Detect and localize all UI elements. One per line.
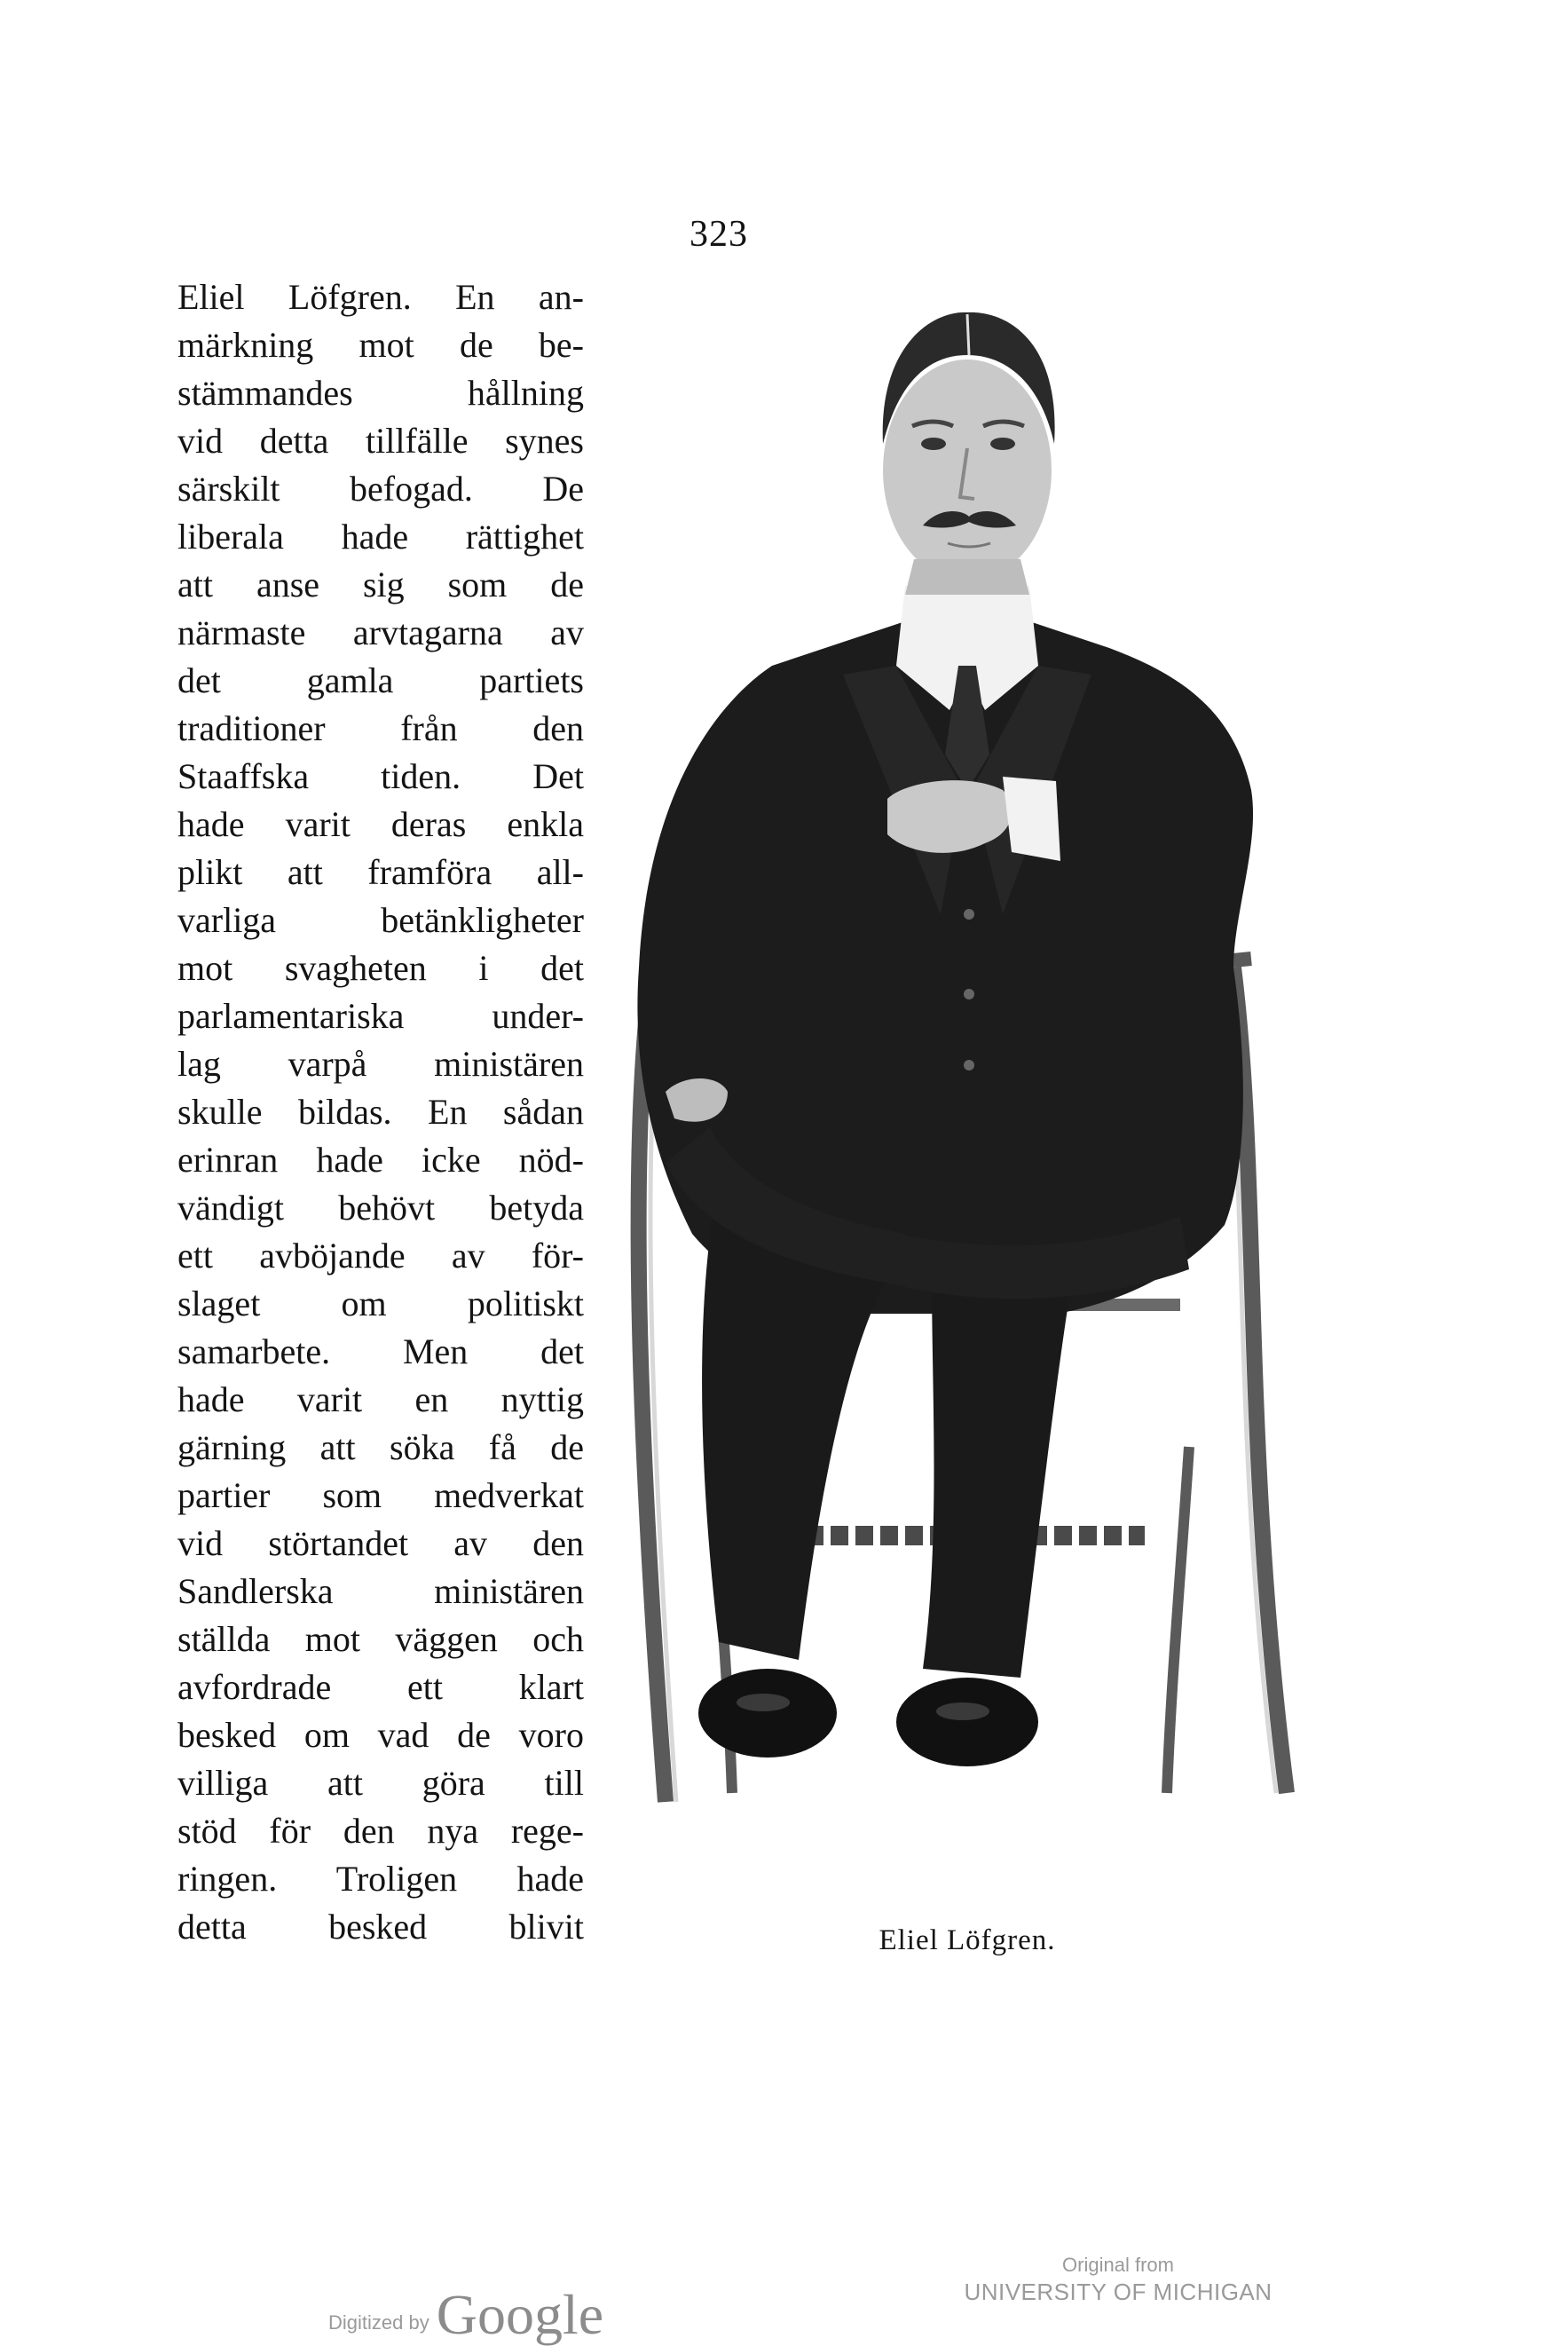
text-line: särskilt befogad. De	[177, 469, 584, 509]
text-line: ett avböjande av för-	[177, 1236, 584, 1276]
text-line: hade varit en nyttig	[177, 1379, 584, 1419]
text-line: slaget om politiskt	[177, 1284, 584, 1323]
text-line: villiga att göra till	[177, 1763, 584, 1803]
head	[883, 312, 1055, 595]
text-line: liberala hade rättighet	[177, 517, 584, 557]
neck	[905, 559, 1029, 595]
page-number: 323	[689, 214, 748, 255]
button	[964, 909, 974, 920]
text-line: vid detta tillfälle synes	[177, 421, 584, 461]
text-line: att anse sig som de	[177, 565, 584, 604]
face	[883, 359, 1052, 581]
hair-part	[967, 314, 969, 355]
text-line: ringen. Troligen hade	[177, 1859, 584, 1899]
text-line: varliga betänkligheter	[177, 900, 584, 940]
text-line: avfordrade ett klart	[177, 1667, 584, 1707]
button	[964, 989, 974, 999]
text-line: skulle bildas. En sådan	[177, 1092, 584, 1132]
text-line: vid störtandet av den	[177, 1523, 584, 1563]
portrait-photo	[612, 293, 1296, 1891]
body-text	[177, 273, 584, 1951]
chair-back-leg-right	[1167, 1447, 1189, 1793]
text-line: partier som medverkat	[177, 1475, 584, 1515]
google-logo: Google	[436, 2283, 604, 2346]
shoe-left-shine	[737, 1694, 790, 1711]
button	[964, 1060, 974, 1070]
text-line: parlamentariska under-	[177, 996, 584, 1036]
cuff-right	[1003, 777, 1060, 861]
text-line: besked om vad de voro	[177, 1715, 584, 1755]
text-line: det gamla partiets	[177, 660, 584, 700]
eye-left	[921, 438, 946, 450]
text-line: stämmandes hållning	[177, 373, 584, 413]
text-line: gärning att söka få de	[177, 1427, 584, 1467]
shoe-left	[698, 1669, 837, 1758]
text-line: hade varit deras enkla	[177, 804, 584, 844]
text-line: detta besked blivit	[177, 1907, 584, 1947]
shoe-right	[896, 1678, 1038, 1766]
institution-name: UNIVERSITY OF MICHIGAN	[964, 2279, 1273, 2305]
original-from-label: Original from	[1062, 2254, 1174, 2276]
text-line: plikt att framföra all-	[177, 852, 584, 892]
text-line: erinran hade icke nöd-	[177, 1140, 584, 1180]
original-from-footer	[941, 2253, 1296, 2306]
text-line: mot svagheten i det	[177, 948, 584, 988]
digitized-by-footer	[328, 2272, 604, 2346]
figure-caption: Eliel Löfgren.	[879, 1924, 1056, 1956]
text-line: ställda mot väggen och	[177, 1619, 584, 1659]
shoe-right-shine	[936, 1702, 989, 1720]
text-line: traditioner från den	[177, 708, 584, 748]
text-line: Eliel Löfgren. En an-	[177, 277, 584, 317]
trouser-right	[923, 1269, 1074, 1678]
text-line: märkning mot de be-	[177, 325, 584, 365]
text-line: stöd för den nya rege-	[177, 1811, 584, 1851]
text-line: samarbete. Men det	[177, 1331, 584, 1371]
text-line: Staaffska tiden. Det	[177, 756, 584, 796]
text-line: Sandlerska ministären	[177, 1571, 584, 1611]
portrait-figure	[612, 293, 1296, 1891]
text-line: vändigt behövt betyda	[177, 1188, 584, 1228]
text-line: lag varpå ministären	[177, 1044, 584, 1084]
text-line: närmaste arvtagarna av	[177, 612, 584, 652]
eye-right	[990, 438, 1015, 450]
digitized-label: Digitized by	[328, 2311, 429, 2334]
